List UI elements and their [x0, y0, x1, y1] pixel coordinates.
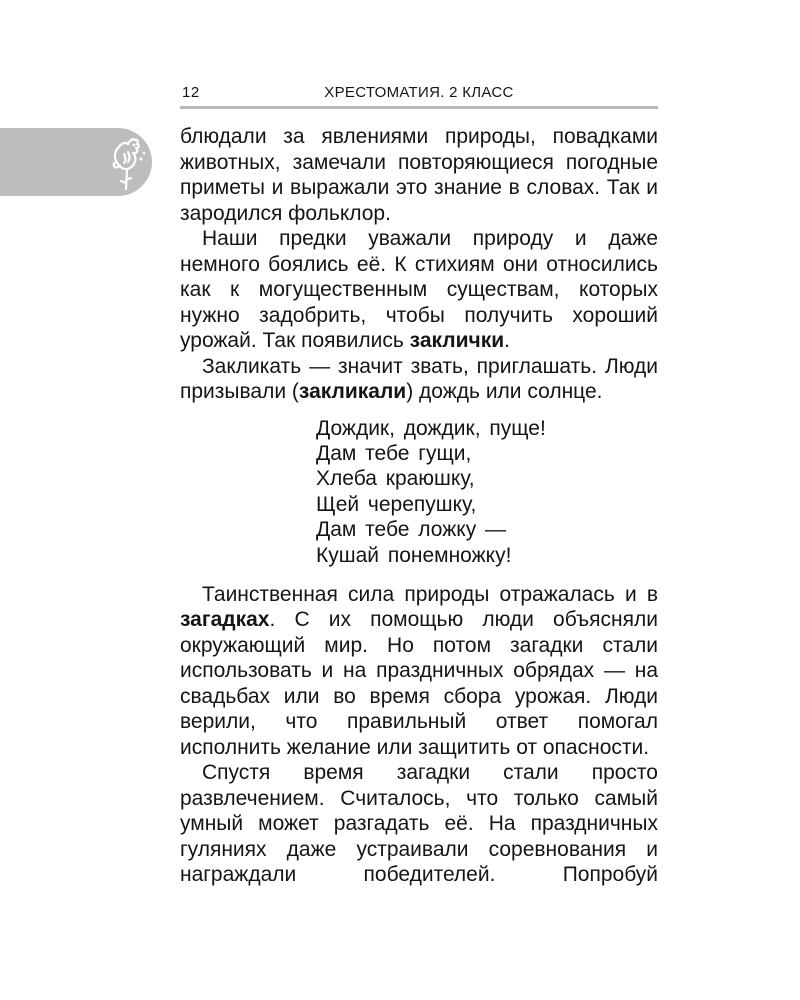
poem-line: Хлеба краюшку,: [316, 467, 475, 491]
paragraph: [180, 354, 658, 405]
poem-line: Щей черепушку,: [316, 492, 477, 516]
paragraph: [180, 582, 658, 761]
running-header: [180, 80, 658, 109]
page-body: [180, 124, 658, 888]
paragraph-text: Наши предки уважали природу и даже немного боялись её. К стихиям они относились как к могущественным существам, которых нужно задобрить, чтобы получить хороший урожай. Так появились: [180, 227, 658, 352]
paragraph-text: Закликать — значит звать, приглашать. Люди призывали (: [180, 354, 658, 403]
paragraph-text: Таинственная сила природы отражалась и в: [202, 582, 658, 606]
rooster-icon: [106, 134, 150, 192]
book-title: ХРЕСТОМАТИЯ. 2 КЛАСС: [324, 84, 514, 101]
term-zaklikali: закликали: [298, 380, 407, 403]
term-zaklichki: заклички: [409, 329, 505, 352]
poem-line: Дождик, дождик, пуще!: [316, 416, 546, 440]
chapter-tab: [0, 128, 152, 196]
paragraph: [180, 760, 658, 888]
paragraph-text: .: [504, 329, 510, 352]
paragraph: [180, 226, 658, 354]
page-number: 12: [182, 84, 200, 101]
term-zagadki: загадках: [180, 608, 270, 632]
poem-line: Кушай понемножку!: [316, 543, 512, 567]
poem-line: Дам тебе ложку —: [316, 518, 507, 542]
paragraph-text: блюдали за явлениями природы, повадками животных, замечали повторяющиеся погодные приметы и выражали это знание в словах. Так и зародился фольклор.: [180, 125, 658, 225]
paragraph-text: Спустя время загадки стали просто развлечением. Считалось, что только самый умный может разгадать её. На праздничных гуляниях даже устраивали соревнования и награждали победителей. Попробуй: [180, 761, 658, 887]
paragraph-text: . С их помощью люди объясняли окружающий мир. Но потом загадки стали использовать и на праздничных обрядах — на свадьбах или во время сбора урожая. Люди верили, что правильный ответ помогал исполнить желание или защитить от опасности.: [180, 608, 658, 759]
paragraph: [180, 124, 658, 226]
poem-line: Дам тебе гущи,: [316, 441, 472, 465]
paragraph-text: ) дождь или солнце.: [406, 380, 603, 403]
poem: [316, 416, 658, 568]
